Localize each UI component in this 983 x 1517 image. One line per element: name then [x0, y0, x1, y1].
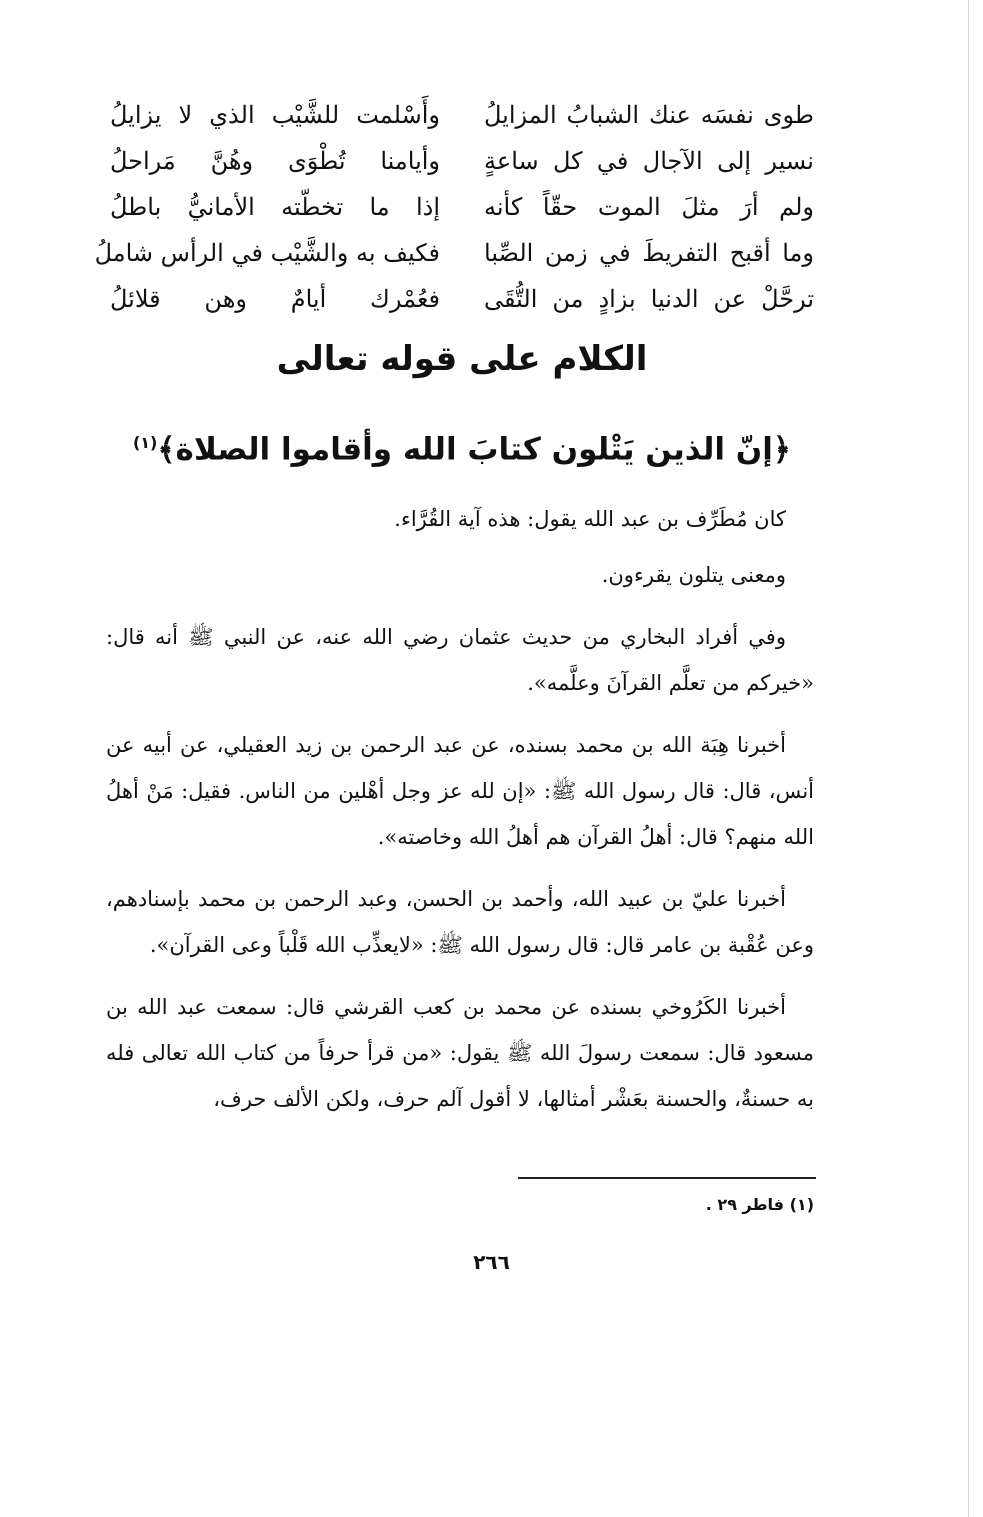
poem-verse — [110, 92, 814, 138]
verse-second-hemistich: فعُمْرك أيامٌ وهن قلائلُ — [110, 285, 440, 313]
poem-verse — [110, 138, 814, 184]
verse-second-hemistich: إذا ما تخطّته الأمانيُّ باطلُ — [110, 193, 440, 221]
quran-verse-heading — [110, 420, 814, 472]
footnote-divider — [518, 1177, 816, 1179]
paragraph: وفي أفراد البخاري من حديث عثمان رضي الله عنه، عن النبي ﷺ أنه قال: «خيركم من تعلَّم القرآنَ وعلَّمه». — [106, 625, 814, 695]
footnote: (١) فاطر ٢٩ . — [705, 1195, 814, 1214]
verse-second-hemistich: وأيامنا تُطْوَى وهُنَّ مَراحلُ — [110, 147, 440, 175]
poem-block — [94, 92, 814, 322]
footnote-marker: (١) — [132, 433, 158, 452]
paragraph: أخبرنا عليّ بن عبيد الله، وأحمد بن الحسن، وعبد الرحمن بن محمد بإسنادهم، وعن عُقْبة بن عامر قال: قال رسول الله ﷺ: «لايعذِّب الله قَلْباً وعى القرآن». — [106, 887, 814, 957]
poem-verse — [94, 230, 814, 276]
paragraph: أخبرنا هِبَة الله بن محمد بسنده، عن عبد الرحمن بن زيد العقيلي، عن أبيه عن أنس، قال: قال رسول الله ﷺ: «إن لله عز وجل أهْلين من الناس. فقيل: مَنْ أهلُ الله منهم؟ قال: أهلُ القرآن هم أهلُ الله وخاصته». — [106, 733, 814, 849]
paragraph: ومعنى يتلون يقرءون. — [601, 563, 786, 587]
poem-verse — [110, 184, 814, 230]
quran-verse-text: ﴿إنّ الذين يَتْلون كتابَ الله وأقاموا الصلاة﴾ — [157, 431, 792, 468]
verse-first-hemistich: طوى نفسَه عنك الشبابُ المزايلُ — [484, 101, 814, 129]
poem-verse — [110, 276, 814, 322]
verse-first-hemistich: ترحَّلْ عن الدنيا بزادٍ من التُّقَى — [484, 285, 814, 313]
page-number: ٢٦٦ — [473, 1250, 510, 1274]
verse-second-hemistich: وأَسْلمت للشَّيْب الذي لا يزايلُ — [110, 101, 440, 129]
verse-first-hemistich: وما أقبح التفريطَ في زمن الصِّبا — [484, 239, 814, 267]
paragraph: أخبرنا الكَرُوخي بسنده عن محمد بن كعب القرشي قال: سمعت عبد الله بن مسعود قال: سمعت رسولَ الله ﷺ يقول: «من قرأ حرفاً من كتاب الله تعالى فله به حسنةٌ، والحسنة بعَشْر أمثالها، لا أقول آلم حرف، ولكن الألف حرف، — [106, 995, 814, 1111]
verse-second-hemistich: فكيف به والشَّيْب في الرأس شاملُ — [94, 239, 440, 267]
verse-first-hemistich: نسير إلى الآجال في كل ساعةٍ — [484, 147, 814, 175]
page-edge-line — [968, 0, 969, 1517]
verse-first-hemistich: ولم أرَ مثلَ الموت حقّاً كأنه — [484, 193, 814, 221]
section-title: الكلام على قوله تعالى — [276, 339, 648, 379]
body-text — [106, 496, 814, 1138]
paragraph: كان مُطَرِّف بن عبد الله يقول: هذه آية القُرَّاء. — [394, 507, 786, 531]
